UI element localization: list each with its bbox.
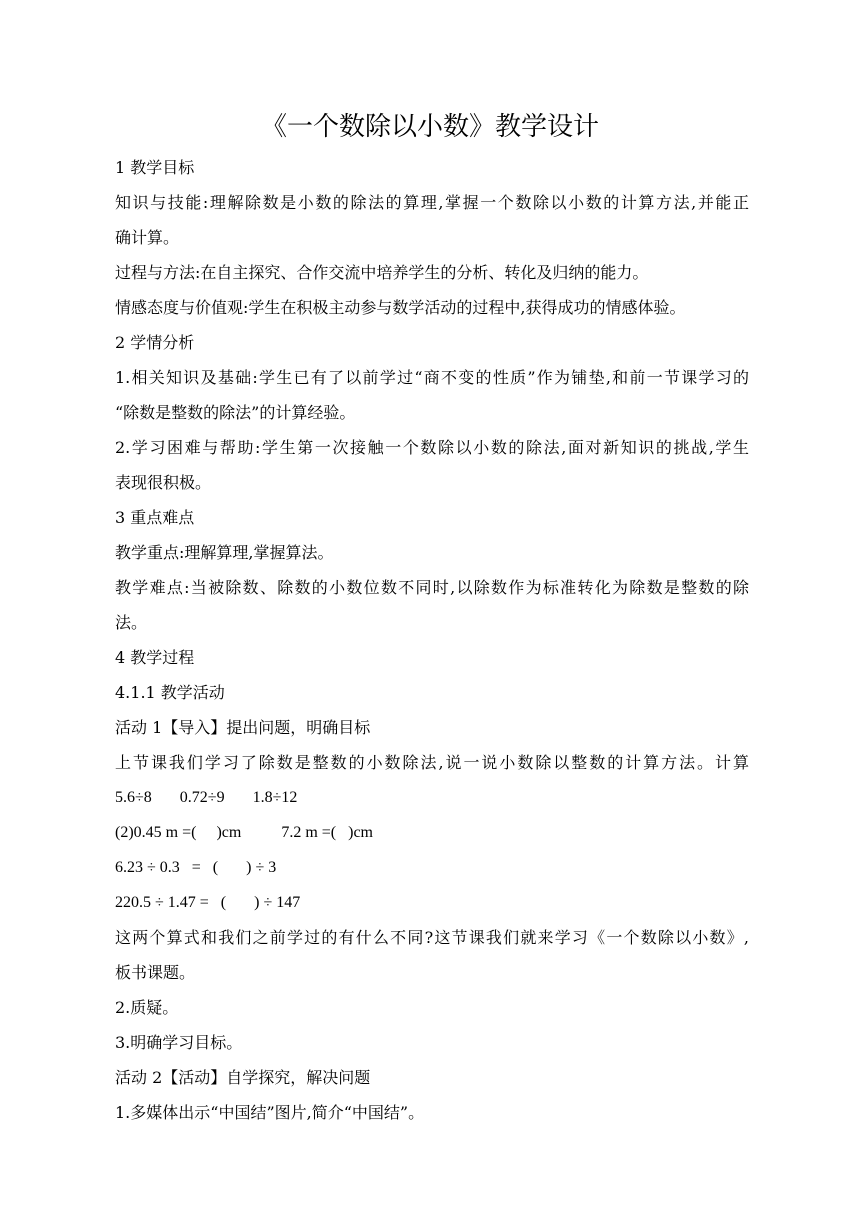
- paragraph-line: 1.相关知识及基础:学生已有了以前学过“商不变的性质”作为铺垫,和前一节课学习的: [115, 368, 749, 387]
- paragraph-line: 板书课题。: [115, 963, 196, 982]
- math-expression-line: (2)0.45 m =( )cm 7.2 m =( )cm: [115, 824, 373, 841]
- page-title: 《一个数除以小数》教学设计: [260, 112, 599, 142]
- paragraph-line: 法。: [115, 613, 148, 632]
- paragraph-line: 上节课我们学习了除数是整数的小数除法,说一说小数除以整数的计算方法。计算: [115, 753, 749, 772]
- paragraph-line: 3.明确学习目标。: [115, 1033, 243, 1052]
- section-heading-key-points: 3 重点难点: [115, 508, 195, 527]
- paragraph-line: 教学难点:当被除数、除数的小数位数不同时,以除数作为标准转化为除数是整数的除: [115, 578, 749, 597]
- paragraph-line: 教学重点:理解算理,掌握算法。: [115, 543, 334, 562]
- section-heading-process: 4 教学过程: [115, 648, 195, 667]
- math-expression-line: 220.5 ÷ 1.47 = ( ) ÷ 147: [115, 894, 301, 911]
- activity-heading: 活动 2【活动】自学探究，解决问题: [115, 1068, 371, 1087]
- paragraph-line: “除数是整数的除法”的计算经验。: [115, 403, 356, 422]
- math-expression-line: 6.23 ÷ 0.3 = ( ) ÷ 3: [115, 859, 277, 876]
- paragraph-line: 情感态度与价值观:学生在积极主动参与数学活动的过程中,获得成功的情感体验。: [115, 298, 686, 317]
- paragraph-line: 1.多媒体出示“中国结”图片,简介“中国结”。: [115, 1103, 425, 1122]
- paragraph-line: 2.质疑。: [115, 998, 179, 1017]
- paragraph-line: 知识与技能:理解除数是小数的除法的算理,掌握一个数除以小数的计算方法,并能正: [115, 193, 749, 212]
- paragraph-line: 2.学习困难与帮助:学生第一次接触一个数除以小数的除法,面对新知识的挑战,学生: [115, 438, 749, 457]
- section-heading-objectives: 1 教学目标: [115, 158, 195, 177]
- subsection-heading: 4.1.1 教学活动: [115, 683, 225, 702]
- paragraph-line: 确计算。: [115, 228, 180, 247]
- paragraph-line: 这两个算式和我们之前学过的有什么不同?这节课我们就来学习《一个数除以小数》,: [115, 928, 749, 947]
- math-expression-line: 5.6÷8 0.72÷9 1.8÷12: [115, 789, 298, 806]
- activity-heading: 活动 1【导入】提出问题，明确目标: [115, 718, 371, 737]
- paragraph-line: 过程与方法:在自主探究、合作交流中培养学生的分析、转化及归纳的能力。: [115, 263, 649, 282]
- section-heading-analysis: 2 学情分析: [115, 333, 195, 352]
- paragraph-line: 表现很积极。: [115, 473, 212, 492]
- document-body: [115, 150, 749, 1130]
